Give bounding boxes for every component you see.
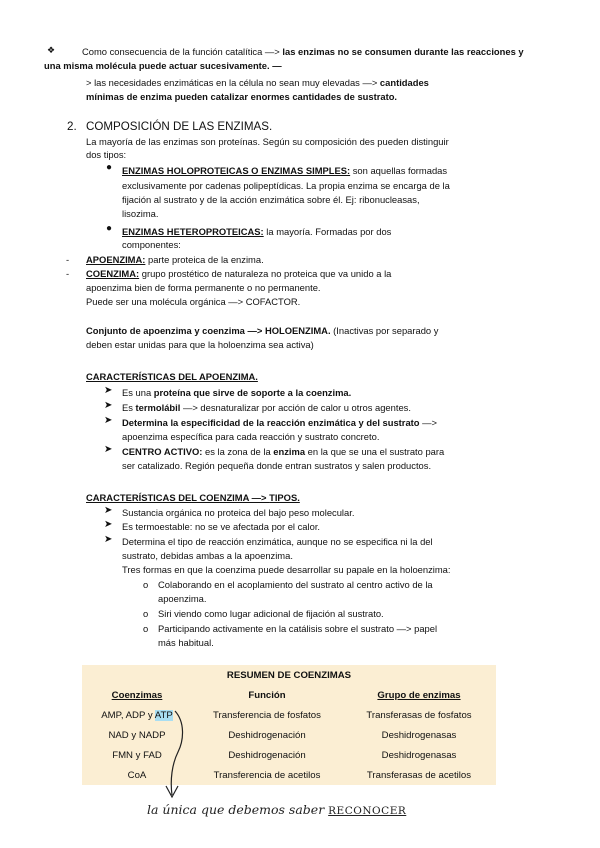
intro-line-2: una misma molécula puede actuar sucesivamente. — [44, 60, 282, 71]
table-header: Coenzimas [111, 689, 163, 701]
co-item-3-cont: sustrato, debidas ambas a la apoenzima. [122, 550, 293, 561]
arrow-bullet-icon: ➤ [104, 505, 113, 516]
bullet-dot-icon: ● [106, 162, 113, 173]
dash-icon: - [66, 254, 70, 265]
apo-item-4: CENTRO ACTIVO: es la zona de la enzima en la que se una el sustrato para [122, 446, 445, 457]
coenzima-line-2: apoenzima bien de forma permanente o no permanente. [86, 282, 321, 293]
handwritten-note: la única que debemos saber RECONOCER [147, 802, 407, 817]
table-cell: Deshidrogenasas [381, 729, 457, 741]
holo-line-1: ENZIMAS HOLOPROTEICAS O ENZIMAS SIMPLES: son aquellas formadas [122, 165, 448, 176]
arrow-bullet-icon: ➤ [104, 519, 113, 530]
circle-bullet-icon: o [143, 623, 149, 634]
table-cell: Transferasas de fosfatos [366, 709, 472, 721]
table-cell: Transferencia de fosfatos [213, 709, 321, 721]
holoenzima-line-2: deben estar unidas para que la holoenzima sea activa) [86, 339, 314, 350]
arrow-bullet-icon: ➤ [104, 415, 113, 426]
table-cell: Transferasas de acetilos [366, 769, 472, 781]
circle-bullet-icon: o [143, 608, 149, 619]
co-sub-3-cont: más habitual. [158, 637, 214, 648]
co-sub-3: Participando activamente en la catálisis sobre el sustrato —> papel [158, 623, 438, 634]
hetero-line-2: componentes: [122, 239, 181, 250]
co-sub-2: Siri viendo como lugar adicional de fijación al sustrato. [158, 608, 384, 619]
holoenzima-line-1: Conjunto de apoenzima y coenzima —> HOLOENZIMA. (Inactivas por separado y [86, 325, 439, 336]
table-cell: FMN y FAD [112, 749, 162, 761]
section-number: 2. [67, 120, 77, 133]
intro-line-3: > las necesidades enzimáticas en la célula no sean muy elevadas —> cantidades [86, 77, 429, 88]
arrow-bullet-icon: ➤ [104, 400, 113, 411]
circle-bullet-icon: o [143, 579, 149, 590]
table-cell: Transferencia de acetilos [213, 769, 321, 781]
bullet-dot-icon: ● [106, 223, 113, 234]
hetero-line-1: ENZIMAS HETEROPROTEICAS: la mayoría. Formadas por dos [122, 226, 392, 237]
intro-line-1: Como consecuencia de la función catalítica —> las enzimas no se consumen durante las reacciones y [82, 46, 524, 57]
holo-line-4: lisozima. [122, 208, 159, 219]
table-title: RESUMEN DE COENZIMAS [226, 669, 352, 681]
arrow-bullet-icon: ➤ [104, 385, 113, 396]
section-title: COMPOSICIÓN DE LAS ENZIMAS. [86, 120, 273, 133]
apo-heading: CARACTERÍSTICAS DEL APOENZIMA. [86, 371, 258, 382]
apo-item-3-cont: apoenzima específica para cada reacción y sustrato concreto. [122, 431, 380, 442]
co-item-1: Sustancia orgánica no proteica del bajo peso molecular. [122, 507, 355, 518]
section-para-2: dos tipos: [86, 149, 127, 160]
diamond-bullet-icon: ❖ [47, 45, 56, 55]
table-header: Función [248, 689, 286, 701]
co-sub-1-cont: apoenzima. [158, 593, 207, 604]
arrow-bullet-icon: ➤ [104, 444, 113, 455]
table-cell: Deshidrogenación [228, 729, 306, 741]
holo-line-3: fijación al sustrato y de la acción enzimática sobre él. Ej: ribonucleasas, [122, 194, 420, 205]
highlighted-atp: ATP [154, 709, 173, 721]
co-sub-1: Colaborando en el acoplamiento del sustrato al centro activo de la [158, 579, 433, 590]
apo-item-4-cont: ser catalizado. Región pequeña donde entran sustratos y salen productos. [122, 460, 432, 471]
dash-icon: - [66, 268, 70, 279]
coenzima-line-3: Puede ser una molécula orgánica —> COFACTOR. [86, 296, 301, 307]
table-cell: CoA [127, 769, 147, 781]
arrow-bullet-icon: ➤ [104, 534, 113, 545]
co-item-3: Determina el tipo de reacción enzimática, aunque no se especifica ni la del [122, 536, 433, 547]
table-cell: NAD y NADP [108, 729, 166, 741]
co-item-2: Es termoestable: no se ve afectada por el calor. [122, 521, 321, 532]
table-header: Grupo de enzimas [377, 689, 461, 701]
apo-item-3: Determina la especificidad de la reacción enzimática y del sustrato —> [122, 417, 437, 428]
table-cell: Deshidrogenasas [381, 749, 457, 761]
table-cell: Deshidrogenación [228, 749, 306, 761]
section-para-1: La mayoría de las enzimas son proteínas. Según su composición des pueden distinguir [86, 136, 449, 147]
intro-line-4: mínimas de enzima pueden catalizar enormes cantidades de sustrato. [86, 91, 398, 102]
apo-item-1: Es una proteína que sirve de soporte a la coenzima. [122, 387, 352, 398]
co-heading: CARACTERÍSTICAS DEL COENZIMA —> TIPOS. [86, 492, 300, 503]
table-cell: AMP, ADP y ATP [101, 709, 173, 721]
holo-line-2: exclusivamente por cadenas polipeptídicas. La propia enzima se encarga de la [122, 180, 450, 191]
co-item-3-forms: Tres formas en que la coenzima puede desarrollar su papale en la holoenzima: [122, 564, 451, 575]
apo-item-2: Es termolábil —> desnaturalizar por acción de calor u otros agentes. [122, 402, 411, 413]
apoenzima-line: APOENZIMA: parte proteica de la enzima. [86, 254, 264, 265]
coenzima-line-1: COENZIMA: grupo prostético de naturaleza no proteica que va unido a la [86, 268, 392, 279]
